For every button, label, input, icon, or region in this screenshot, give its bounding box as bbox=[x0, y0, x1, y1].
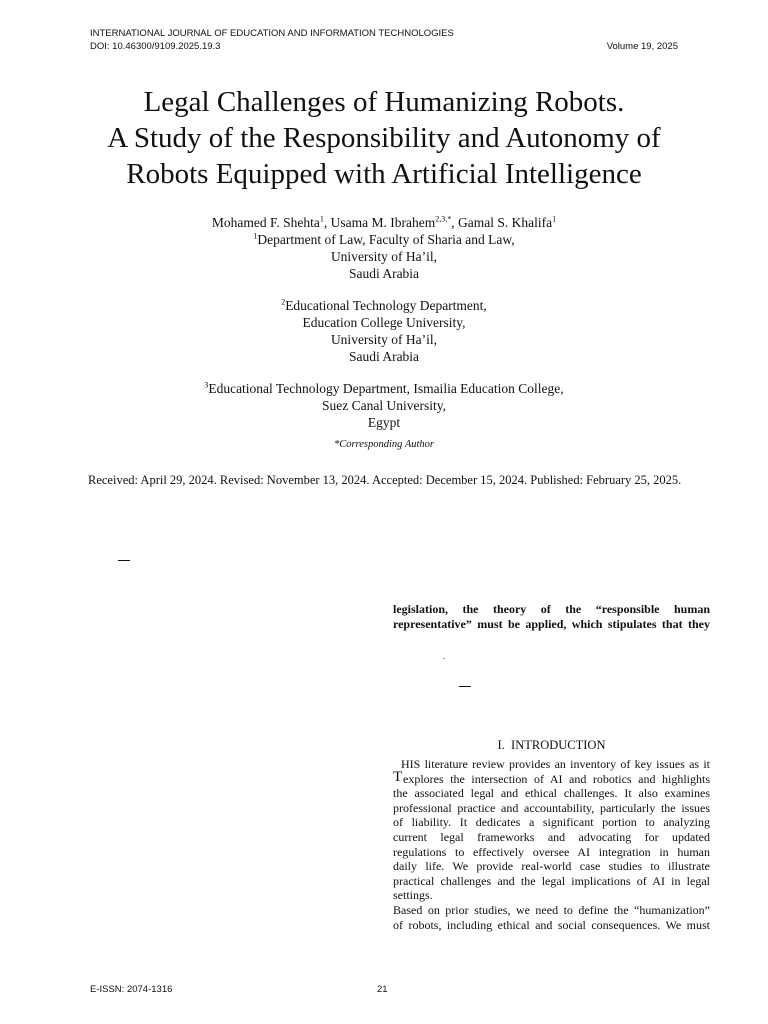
affiliation-line: University of Ha’il, bbox=[330, 332, 438, 347]
intro-line: daily life. We provide real-world case studies to illustrate bbox=[393, 859, 710, 874]
author-name: Mohamed F. Shehta bbox=[211, 215, 320, 230]
affiliation-2 bbox=[90, 297, 678, 365]
intro-line: current legal frameworks and advocating for updated bbox=[393, 829, 710, 844]
intro-line: HIS literature review provides an inventory of key issues as it bbox=[401, 757, 710, 771]
section-number: I. bbox=[497, 738, 505, 752]
author-name: Usama M. Ibrahem bbox=[330, 215, 436, 230]
affiliation-line: Saudi Arabia bbox=[348, 349, 420, 364]
intro-line: of liability. It dedicates a significant portion to analyzing bbox=[393, 815, 710, 830]
author-sup: 1 bbox=[319, 214, 324, 224]
introduction-text bbox=[393, 757, 710, 932]
affiliation-sup: 2 bbox=[281, 297, 286, 307]
affiliation-1 bbox=[90, 231, 678, 282]
title-line: Robots Equipped with Artificial Intelligence bbox=[126, 158, 642, 190]
affiliation-line: $^1$Department of Law, Faculty of Sharia and Law, bbox=[253, 231, 515, 247]
affiliation-line: $^2$Educational Technology Department, bbox=[281, 297, 487, 313]
abstract-line: legislation, the theory of the “responsible human bbox=[393, 602, 710, 616]
affiliation-line: University of Ha’il, bbox=[330, 249, 438, 264]
intro-line: regulations to effectively oversee AI integration in human bbox=[393, 844, 710, 859]
volume: Volume 19, 2025 bbox=[606, 41, 678, 52]
author-name: Gamal S. Khalifa bbox=[458, 215, 553, 230]
intro-line: the associated legal and ethical challenges. It also examines bbox=[393, 786, 710, 801]
intro-line: practical challenges and the legal implications of AI in legal bbox=[393, 873, 710, 888]
author-list: Mohamed F. Shehta$^1$, Usama M. Ibrahem$^{2,3,*}$, Gamal S. Khalifa$^1$ bbox=[211, 214, 557, 230]
section-title: INTRODUCTION bbox=[511, 738, 606, 752]
doi: DOI: 10.46300/9109.2025.19.3 bbox=[90, 41, 221, 52]
stray-dot: . bbox=[443, 652, 445, 661]
affiliation-line: $^3$Educational Technology Department, Ismailia Education College, bbox=[204, 380, 564, 396]
title-line: A Study of the Responsibility and Autonomy of bbox=[107, 122, 661, 154]
paper-title bbox=[60, 84, 708, 192]
intro-line: Based on prior studies, we need to define the “humanization” bbox=[393, 902, 710, 917]
page-number: 21 bbox=[377, 984, 388, 995]
drop-cap: T bbox=[393, 769, 403, 785]
affiliation-line: Egypt bbox=[367, 415, 401, 430]
intro-line: of robots, including ethical and social consequences. We must bbox=[393, 917, 710, 932]
title-line: Legal Challenges of Humanizing Robots. bbox=[143, 86, 625, 118]
abstract-line: representative” must be applied, which stipulates that they bbox=[393, 617, 710, 631]
author-sup: 1 bbox=[552, 214, 557, 224]
author-sup: 2,3,* bbox=[435, 214, 452, 224]
affiliation-line: Saudi Arabia bbox=[348, 266, 420, 281]
affiliation-sup: 1 bbox=[253, 231, 258, 241]
dash-mark bbox=[118, 560, 130, 561]
issn: E-ISSN: 2074-1316 bbox=[90, 984, 173, 995]
affiliation-3 bbox=[90, 380, 678, 431]
corresponding-author-note: *Corresponding Author bbox=[333, 439, 435, 450]
intro-line: professional practice and accountability, particularly the issues bbox=[393, 800, 710, 815]
abstract-fragment bbox=[393, 602, 710, 632]
journal-name: INTERNATIONAL JOURNAL OF EDUCATION AND INFORMATION TECHNOLOGIES bbox=[90, 28, 454, 39]
publication-dates: Received: April 29, 2024. Revised: November 13, 2024. Accepted: December 15, 2024. Published: February 25, 2025. bbox=[88, 473, 682, 487]
affiliation-sup: 3 bbox=[204, 380, 209, 390]
section-heading bbox=[393, 738, 710, 753]
affiliation-line: Suez Canal University, bbox=[322, 398, 446, 413]
affiliation-line: Education College University, bbox=[302, 315, 466, 330]
intro-line: settings. bbox=[393, 888, 433, 903]
dash-mark bbox=[459, 686, 471, 687]
intro-line: explores the intersection of AI and robotics and highlights bbox=[403, 771, 710, 786]
